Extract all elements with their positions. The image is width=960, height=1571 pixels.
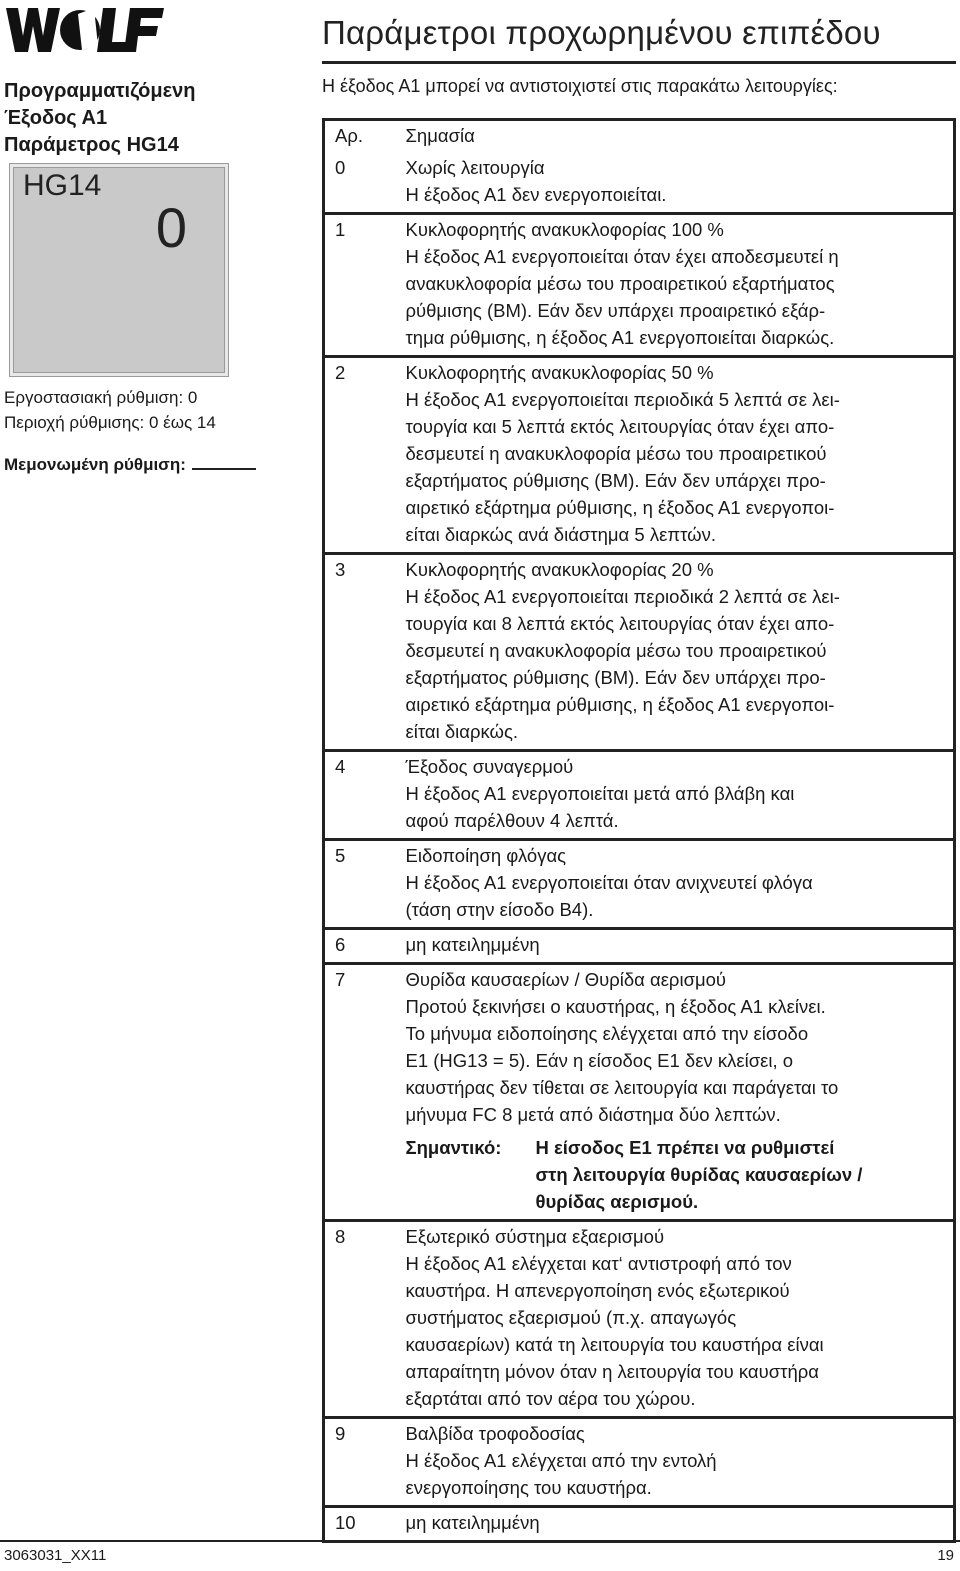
row-number: 9	[335, 1423, 346, 1444]
row-description-line: (τάση στην είσοδο Β4).	[405, 899, 594, 920]
row-number: 6	[335, 934, 346, 955]
row-description-line: εξαρτάται από τον αέρα του χώρου.	[405, 1388, 696, 1409]
heading-line: Έξοδος Α1	[4, 107, 108, 129]
row-meaning	[406, 214, 955, 357]
row-number: 10	[335, 1512, 356, 1533]
row-title: μη κατειλημμένη	[405, 934, 540, 955]
document-number: 3063031_XX11	[4, 1547, 107, 1564]
row-title: Χωρίς λειτουργία	[405, 157, 545, 178]
row-description-line: Η έξοδος Α1 ελέγχεται από την εντολή	[405, 1450, 717, 1471]
heading-line: Προγραμματιζόμενη	[4, 80, 196, 102]
table-row	[324, 554, 955, 751]
row-title: Θυρίδα καυσαερίων / Θυρίδα αερισμού	[405, 969, 727, 990]
title-divider	[322, 61, 956, 64]
important-text	[536, 1134, 948, 1215]
row-title: Κυκλοφορητής ανακυκλοφορίας 20 %	[405, 559, 714, 580]
table-header-row	[324, 120, 955, 154]
row-description-line: Η έξοδος Α1 ενεργοποιείται όταν έχει αποδεσμευτεί η	[405, 246, 839, 267]
table-row	[324, 964, 955, 1221]
row-title: Ειδοποίηση φλόγας	[405, 845, 567, 866]
row-description-line: δεσμευτεί η ανακυκλοφορία μέσω του προαιρετικού	[405, 640, 827, 661]
table-row	[324, 214, 955, 357]
row-description-line: Η έξοδος Α1 ενεργοποιείται περιοδικά 2 λεπτά σε λει-	[405, 586, 840, 607]
table-row	[324, 840, 955, 929]
row-description-line: ρύθμισης (ΒΜ). Εάν δεν υπάρχει προαιρετικό εξάρ-	[405, 300, 826, 321]
row-meaning	[406, 153, 955, 214]
important-line: Η είσοδος Ε1 πρέπει να ρυθμιστεί	[535, 1137, 835, 1158]
row-meaning	[406, 929, 955, 964]
table-body	[324, 153, 955, 1542]
row-description-line: Ε1 (HG13 = 5). Εάν η είσοδος Ε1 δεν κλείσει, ο	[405, 1050, 794, 1071]
individual-setting	[4, 455, 256, 475]
wolf-logo	[6, 6, 164, 56]
parameter-display	[10, 164, 228, 376]
row-description-line: τημα ρύθμισης, η έξοδος Α1 ενεργοποιείται διαρκώς.	[405, 327, 835, 348]
row-meaning	[406, 1507, 955, 1542]
page-number: 19	[937, 1547, 954, 1564]
row-description-line: ενεργοποίησης του καυστήρα.	[405, 1477, 652, 1498]
footer-divider	[0, 1540, 960, 1542]
heading-line: Παράμετρος HG14	[4, 134, 179, 156]
row-meaning	[406, 554, 955, 751]
row-meaning	[406, 1418, 955, 1507]
table-row	[324, 1507, 955, 1542]
table-row	[324, 1418, 955, 1507]
table-row	[324, 751, 955, 840]
header-meaning: Σημασία	[405, 125, 475, 146]
row-description-line: καυστήρας δεν τίθεται σε λειτουργία και παράγεται το	[405, 1077, 839, 1098]
important-label: Σημαντικό:	[405, 1137, 502, 1158]
row-number: 5	[335, 845, 346, 866]
row-title: μη κατειλημμένη	[405, 1512, 540, 1533]
row-description-line: Η έξοδος Α1 ενεργοποιείται μετά από βλάβη και	[405, 783, 795, 804]
row-title: Βαλβίδα τροφοδοσίας	[405, 1423, 585, 1444]
intro-text: Η έξοδος Α1 μπορεί να αντιστοιχιστεί στις παρακάτω λειτουργίες:	[322, 76, 838, 96]
table-row	[324, 153, 955, 214]
row-number: 2	[335, 362, 346, 383]
important-line: στη λειτουργία θυρίδας καυσαερίων /	[535, 1164, 863, 1185]
row-title: Κυκλοφορητής ανακυκλοφορίας 100 %	[405, 219, 724, 240]
row-description-line: συστήματος εξαερισμού (π.χ. απαγωγός	[405, 1307, 737, 1328]
row-meaning	[406, 964, 955, 1221]
parameter-heading	[4, 78, 304, 159]
display-code: HG14	[23, 169, 102, 202]
row-number: 3	[335, 559, 346, 580]
row-description-line: καυστήρα. Η απενεργοποίηση ενός εξωτερικού	[405, 1280, 790, 1301]
row-description-line: Η έξοδος Α1 ελέγχεται κατ‘ αντιστροφή από τον	[405, 1253, 792, 1274]
display-value: 0	[155, 196, 187, 259]
row-description-line: Η έξοδος Α1 ενεργοποιείται περιοδικά 5 λεπτά σε λει-	[405, 389, 840, 410]
row-number: 0	[335, 157, 346, 178]
row-description-line: Το μήνυμα ειδοποίησης ελέγχεται από την είσοδο	[405, 1023, 809, 1044]
fill-in-line	[192, 468, 256, 470]
row-title: Εξωτερικό σύστημα εξαερισμού	[405, 1226, 665, 1247]
row-number: 8	[335, 1226, 346, 1247]
row-description-line: αιρετικό εξάρτημα ρύθμισης, η έξοδος Α1 ενεργοποι-	[405, 497, 835, 518]
setting-info	[4, 385, 216, 435]
row-description-line: εξαρτήματος ρύθμισης (ΒΜ). Εάν δεν υπάρχει προ-	[405, 667, 826, 688]
row-meaning	[406, 1221, 955, 1418]
row-number: 4	[335, 756, 346, 777]
row-description-line: καυσαερίων) κατά τη λειτουργία του καυστήρα είναι	[405, 1334, 824, 1355]
row-number: 1	[335, 219, 346, 240]
row-meaning	[406, 751, 955, 840]
individual-setting-label: Μεμονωμένη ρύθμιση:	[4, 455, 186, 474]
row-meaning	[406, 357, 955, 554]
row-description-line: είται διαρκώς ανά διάστημα 5 λεπτών.	[405, 524, 716, 545]
row-description-line: Η έξοδος Α1 δεν ενεργοποιείται.	[405, 184, 667, 205]
important-note	[406, 1134, 948, 1215]
row-description-line: τουργία και 8 λεπτά εκτός λειτουργίας όταν έχει απο-	[405, 613, 835, 634]
row-description-line: Η έξοδος Α1 ενεργοποιείται όταν ανιχνευτεί φλόγα	[405, 872, 813, 893]
row-description-line: μήνυμα FC 8 μετά από διάστημα δύο λεπτών.	[405, 1104, 781, 1125]
row-description-line: ανακυκλοφορία μέσω του προαιρετικού εξαρτήματος	[405, 273, 835, 294]
row-description-line: αφού παρέλθουν 4 λεπτά.	[405, 810, 619, 831]
page-title: Παράμετροι προχωρημένου επιπέδου	[322, 14, 881, 51]
row-number: 7	[335, 969, 346, 990]
setting-range: Περιοχή ρύθμισης: 0 έως 14	[4, 413, 216, 432]
table-row	[324, 357, 955, 554]
row-description-line: εξαρτήματος ρύθμισης (ΒΜ). Εάν δεν υπάρχει προ-	[405, 470, 826, 491]
row-title: Κυκλοφορητής ανακυκλοφορίας 50 %	[405, 362, 714, 383]
parameter-table	[322, 118, 956, 1543]
factory-setting: Εργοστασιακή ρύθμιση: 0	[4, 388, 198, 407]
row-title: Έξοδος συναγερμού	[405, 756, 574, 777]
table-row	[324, 1221, 955, 1418]
row-description-line: Προτού ξεκινήσει ο καυστήρας, η έξοδος Α1 κλείνει.	[405, 996, 826, 1017]
row-description-line: είται διαρκώς.	[405, 721, 518, 742]
row-meaning	[406, 840, 955, 929]
row-description-line: δεσμευτεί η ανακυκλοφορία μέσω του προαιρετικού	[405, 443, 827, 464]
row-description-line: τουργία και 5 λεπτά εκτός λειτουργίας όταν έχει απο-	[405, 416, 835, 437]
important-line: θυρίδας αερισμού.	[535, 1191, 699, 1212]
row-description-line: αιρετικό εξάρτημα ρύθμισης, η έξοδος Α1 ενεργοποι-	[405, 694, 835, 715]
row-description-line: απαραίτητη μόνον όταν η λειτουργία του καυστήρα	[405, 1361, 819, 1382]
table-row	[324, 929, 955, 964]
header-number: Αρ.	[335, 125, 364, 146]
